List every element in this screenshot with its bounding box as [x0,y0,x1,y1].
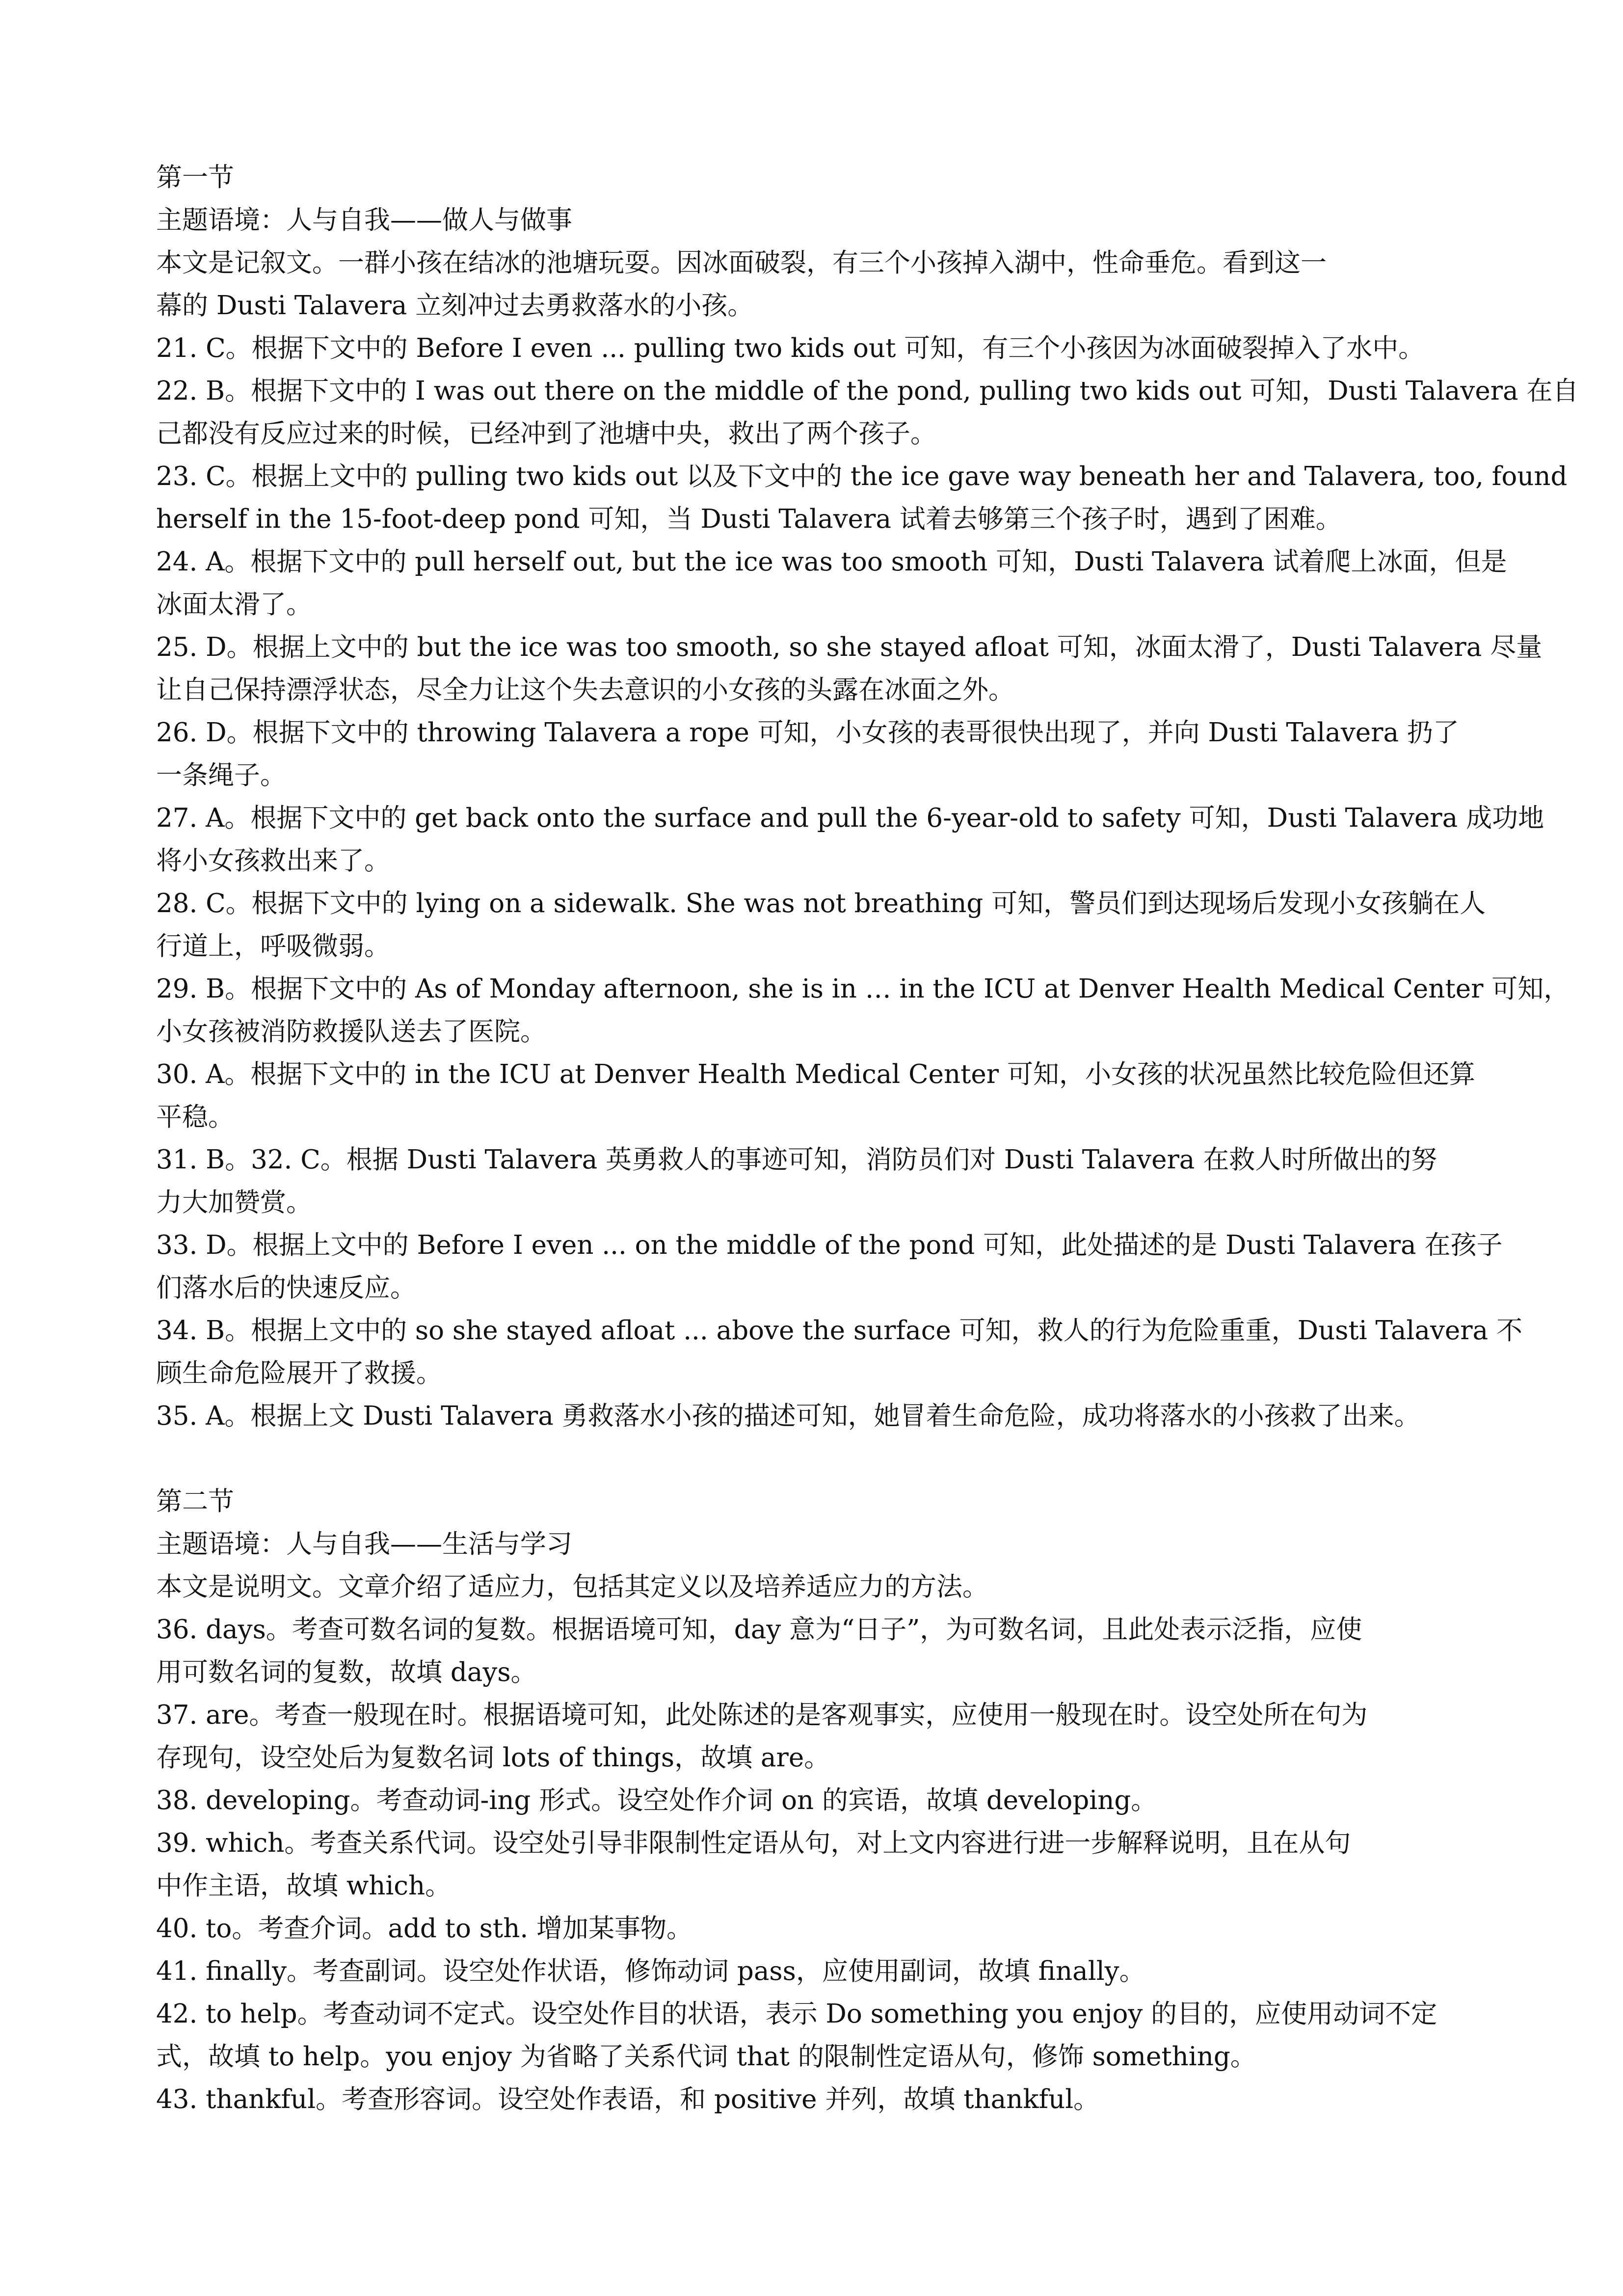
answer-item-30 [156,1053,1481,1138]
answer-line: 小女孩被消防救援队送去了医院。 [156,1017,546,1047]
summary-line: 本文是说明文。文章介绍了适应力，包括其定义以及培养适应力的方法。 [156,1572,988,1602]
answer-item-33 [156,1224,1503,1309]
answer-item-26 [156,711,1481,797]
answer-line: 41. finally。考查副词。设空处作状语，修饰动词 pass，应使用副词，故填 finally。 [156,1956,1145,1986]
answer-item-36 [156,1608,1481,1694]
answer-item-37 [156,1694,1481,1779]
answer-line: 冰面太滑了。 [156,590,312,620]
section-title: 第一节 [156,162,234,192]
answer-item-22 [156,370,1579,455]
answer-line: 中作主语，故填 which。 [156,1871,452,1901]
answer-line: 38. developing。考查动词-ing 形式。设空处作介词 on 的宾语，故填 developing。 [156,1785,1157,1815]
answer-line: 37. are。考查一般现在时。根据语境可知，此处陈述的是客观事实，应使用一般现在时。设空处所在句为 [156,1700,1368,1730]
answer-line: 22. B。根据下文中的 I was out there on the middle of the pond, pulling two kids out 可知，Dusti Talavera 在自 [156,376,1579,406]
section-theme: 主题语境：人与自我——做人与做事 [156,205,572,235]
answer-item-34 [156,1309,1523,1395]
answer-line: herself in the 15-foot-deep pond 可知，当 Dusti Talavera 试着去够第三个孩子时，遇到了困难。 [156,504,1342,534]
answer-line: 40. to。考查介词。add to sth. 增加某事物。 [156,1914,693,1944]
answer-line: 平稳。 [156,1102,234,1132]
answer-line: 29. B。根据下文中的 As of Monday afternoon, she is in … in the ICU at Denver Health Medical Center 可知， [156,974,1570,1004]
answer-item-43 [156,2078,1481,2121]
answer-item-40 [156,1907,1481,1950]
answer-line: 25. D。根据上文中的 but the ice was too smooth, so she stayed afloat 可知，冰面太滑了，Dusti Talavera 尽量 [156,632,1543,662]
answer-item-25 [156,626,1543,711]
answer-item-31-32 [156,1138,1481,1224]
document-page [156,156,1579,2163]
answer-line: 顾生命危险展开了救援。 [156,1358,442,1388]
answer-line: 30. A。根据下文中的 in the ICU at Denver Health Medical Center 可知，小女孩的状况虽然比较危险但还算 [156,1059,1475,1089]
answer-line: 28. C。根据下文中的 lying on a sidewalk. She was not breathing 可知，警员们到达现场后发现小女孩躺在人 [156,889,1486,918]
answer-line: 21. C。根据下文中的 Before I even ... pulling two kids out 可知，有三个小孩因为冰面破裂掉入了水中。 [156,333,1425,363]
answer-item-23 [156,455,1568,540]
summary-line: 本文是记叙文。一群小孩在结冰的池塘玩耍。因冰面破裂，有三个小孩掉入湖中，性命垂危。看到这一 [156,248,1327,278]
answer-item-21 [156,327,1481,370]
answer-line: 用可数名词的复数，故填 days。 [156,1657,537,1687]
answer-line: 36. days。考查可数名词的复数。根据语境可知，day 意为“日子”，为可数名词，且此处表示泛指，应使 [156,1615,1362,1645]
answer-line: 们落水后的快速反应。 [156,1273,416,1303]
section-title: 第二节 [156,1486,234,1516]
answer-line: 23. C。根据上文中的 pulling two kids out 以及下文中的 the ice gave way beneath her and Talavera, too, found [156,461,1568,491]
answer-line: 39. which。考查关系代词。设空处引导非限制性定语从句，对上文内容进行进一步解释说明，且在从句 [156,1828,1351,1858]
answer-line: 己都没有反应过来的时候，已经冲到了池塘中央，救出了两个孩子。 [156,419,936,449]
answer-item-41 [156,1950,1481,1993]
section-2 [156,1480,1481,2121]
answer-line: 27. A。根据下文中的 get back onto the surface and pull the 6-year-old to safety 可知，Dusti Talavera 成功地 [156,803,1544,833]
section-theme: 主题语境：人与自我——生活与学习 [156,1529,572,1559]
answer-line: 一条绳子。 [156,760,286,790]
answer-item-35 [156,1395,1481,1437]
answer-line: 式，故填 to help。you enjoy 为省略了关系代词 that 的限制性定语从句，修饰 something。 [156,2042,1256,2072]
answer-line: 行道上，呼吸微弱。 [156,931,390,961]
answer-line: 力大加赞赏。 [156,1188,312,1217]
answer-line: 存现句，设空处后为复数名词 lots of things，故填 are。 [156,1743,830,1773]
answer-line: 34. B。根据上文中的 so she stayed afloat ... above the surface 可知，救人的行为危险重重，Dusti Talavera 不 [156,1316,1523,1346]
answer-line: 24. A。根据下文中的 pull herself out, but the ice was too smooth 可知，Dusti Talavera 试着爬上冰面，但是 [156,547,1507,577]
answer-item-39 [156,1822,1481,1907]
summary-line: 幕的 Dusti Talavera 立刻冲过去勇救落水的小孩。 [156,291,754,321]
answer-line: 43. thankful。考查形容词。设空处作表语，和 positive 并列，故填 thankful。 [156,2084,1100,2114]
answer-item-38 [156,1779,1481,1822]
answer-item-27 [156,797,1544,882]
answer-line: 35. A。根据上文 Dusti Talavera 勇救落水小孩的描述可知，她冒着生命危险，成功将落水的小孩救了出来。 [156,1401,1420,1431]
answer-item-42 [156,1993,1481,2078]
answer-item-24 [156,540,1507,626]
answer-line: 42. to help。考查动词不定式。设空处作目的状语，表示 Do something you enjoy 的目的，应使用动词不定 [156,1999,1437,2029]
answer-line: 将小女孩救出来了。 [156,846,390,876]
section-1 [156,156,1579,1437]
answer-line: 26. D。根据下文中的 throwing Talavera a rope 可知，小女孩的表哥很快出现了，并向 Dusti Talavera 扔了 [156,718,1459,748]
answer-item-28 [156,882,1486,968]
answer-line: 让自己保持漂浮状态，尽全力让这个失去意识的小女孩的头露在冰面之外。 [156,675,1014,705]
answer-item-29 [156,968,1570,1053]
answer-line: 31. B。32. C。根据 Dusti Talavera 英勇救人的事迹可知，消防员们对 Dusti Talavera 在救人时所做出的努 [156,1145,1437,1175]
answer-line: 33. D。根据上文中的 Before I even ... on the middle of the pond 可知，此处描述的是 Dusti Talavera 在孩子 [156,1230,1503,1260]
